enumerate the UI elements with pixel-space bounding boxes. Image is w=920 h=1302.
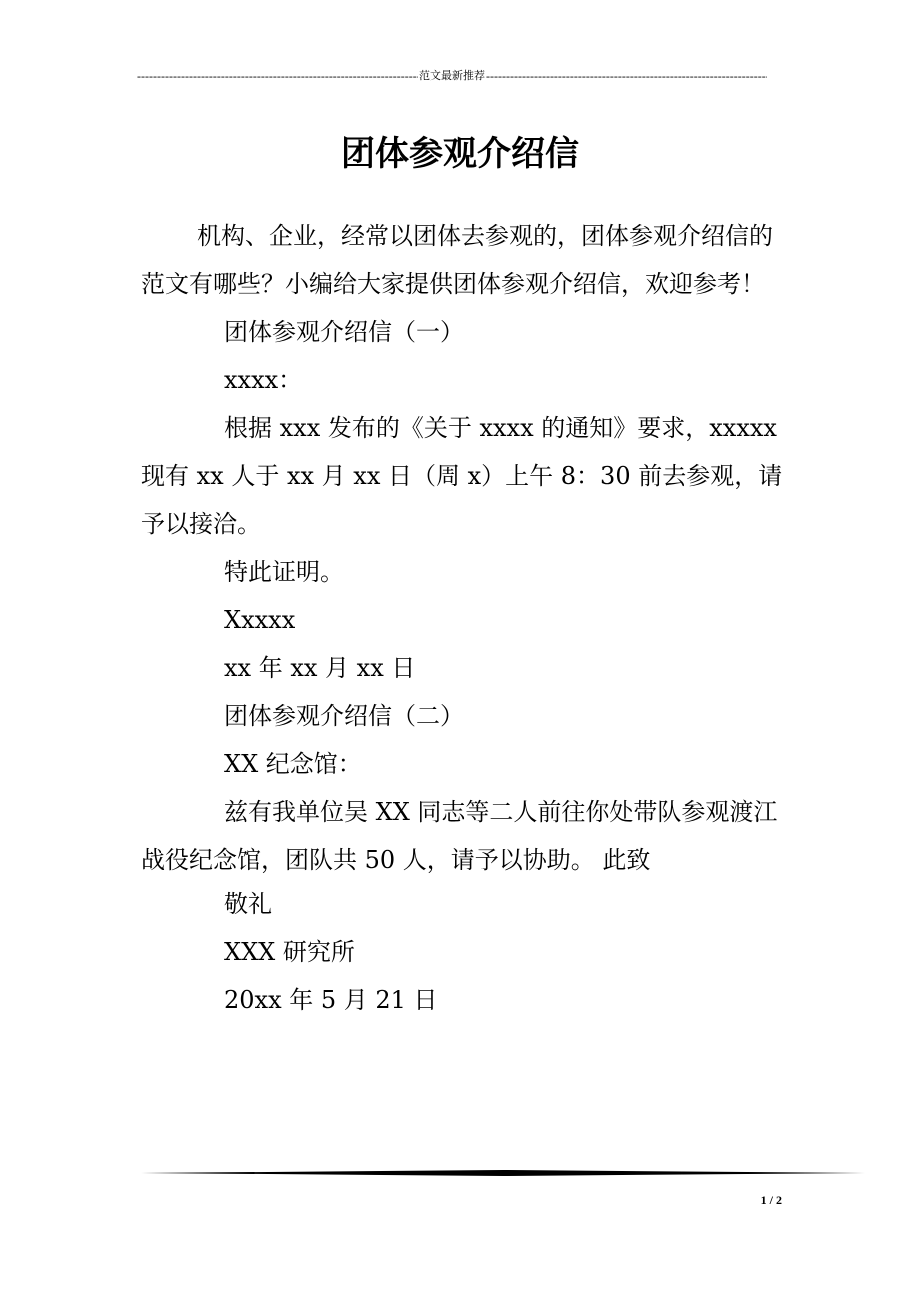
document-title: 团体参观介绍信 [341, 134, 579, 174]
letter1-salutation: xxxx： [224, 366, 303, 394]
intro-paragraph: 机构、企业，经常以团体去参观的，团体参观介绍信的范文有哪些？小编给大家提供团体参观介绍信，欢迎参考！ [141, 222, 773, 298]
letter1-closing: 特此证明。 [224, 558, 344, 586]
letter1-body: 根据 xxx 发布的《关于 xxxx 的通知》要求，xxxxx 现有 xx 人于 xx 月 xx 日（周 x）上午 8：30 前去参观，请予以接洽。 [141, 414, 783, 538]
letter1-date: xx 年 xx 月 xx 日 [224, 654, 416, 682]
letter2-heading: 团体参观介绍信（二） [224, 702, 464, 730]
letter2-date: 20xx 年 5 月 21 日 [224, 986, 438, 1014]
letter2-closing: 敬礼 [224, 890, 272, 918]
header-label: 范文最新推荐 [419, 69, 485, 82]
letter1-signature: Xxxxx [224, 606, 296, 634]
page-header [137, 68, 767, 84]
letter2-body: 兹有我单位吴 XX 同志等二人前往你处带队参观渡江战役纪念馆，团队共 50 人，请予以协助。 此致 [141, 798, 778, 874]
document-body [141, 212, 791, 1024]
letter2-salutation: XX 纪念馆： [224, 750, 362, 778]
letter1-heading: 团体参观介绍信（一） [224, 318, 464, 346]
letter2-signature: XXX 研究所 [224, 938, 355, 966]
footer-rule [141, 1170, 865, 1176]
footer-rule-graphic [141, 1170, 865, 1176]
header-dash-right [486, 68, 767, 84]
page-number: 1 / 2 [760, 1193, 782, 1207]
header-dash-left [137, 68, 418, 84]
